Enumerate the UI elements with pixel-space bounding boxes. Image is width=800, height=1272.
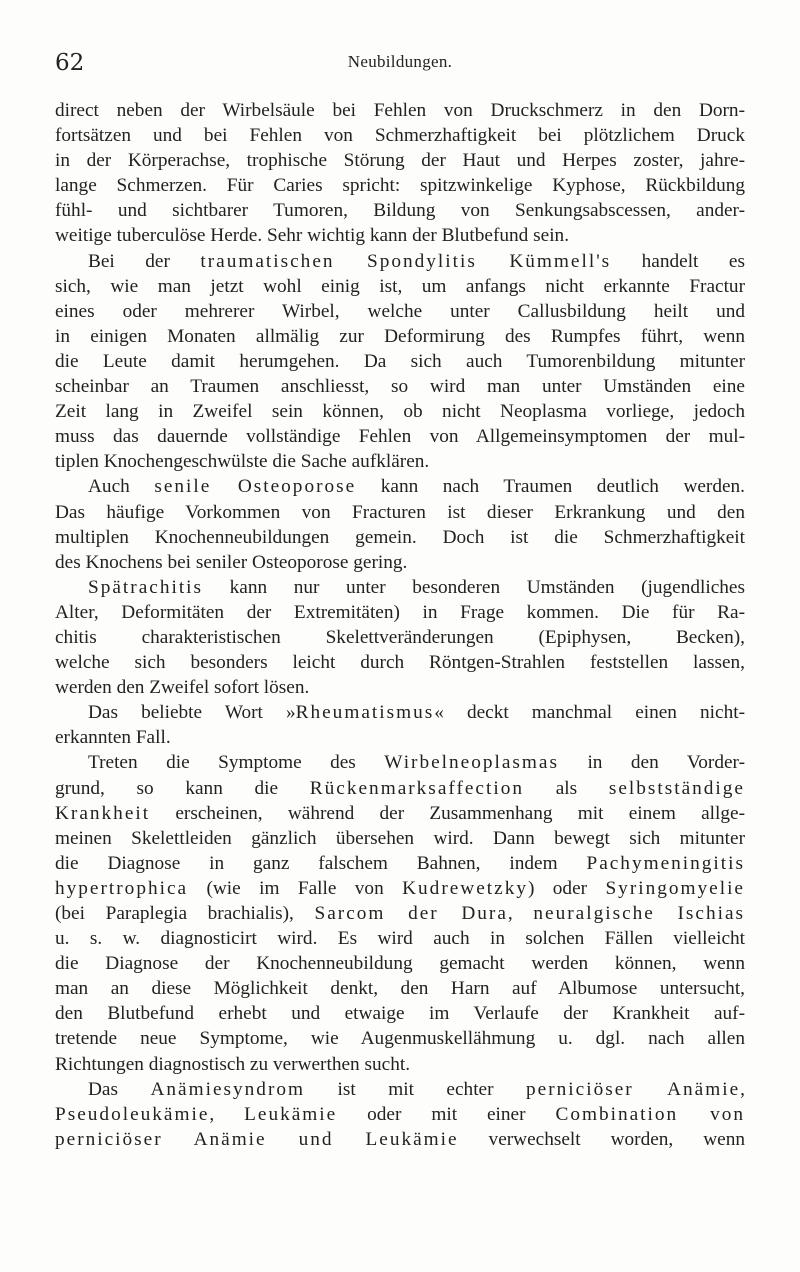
text-segment: in einigen Monaten allmälig zur Deformirung des Rumpfes führt, wenn bbox=[55, 325, 745, 347]
text-segment: Das bbox=[88, 1078, 151, 1100]
text-line bbox=[55, 1102, 745, 1127]
spaced-emphasis: Pseudoleukämie bbox=[55, 1103, 210, 1125]
text-segment: sich, wie man jetzt wohl einig ist, um anfangs nicht erkannte Fractur bbox=[55, 275, 745, 297]
text-segment: werden den Zweifel sofort lösen. bbox=[55, 677, 310, 699]
text-line bbox=[55, 98, 745, 123]
text-segment: lange Schmerzen. Für Caries spricht: spitzwinkelige Kyphose, Rückbildung bbox=[55, 175, 745, 197]
running-head: Neubildungen. bbox=[347, 52, 453, 71]
text-line bbox=[55, 1026, 745, 1051]
text-segment: fühl- und sichtbarer Tumoren, Bildung von Senkungsabscessen, ander- bbox=[55, 200, 745, 222]
text-segment: tiplen Knochengeschwülste die Sache aufklären. bbox=[55, 451, 430, 473]
spaced-emphasis: senile Osteoporose bbox=[154, 476, 357, 498]
text-line bbox=[55, 424, 745, 449]
text-line bbox=[55, 675, 745, 700]
text-line bbox=[55, 173, 745, 198]
text-line bbox=[55, 851, 745, 876]
text-segment: Treten die Symptome des bbox=[88, 752, 385, 774]
text-line bbox=[55, 123, 745, 148]
text-line bbox=[55, 299, 745, 324]
text-segment: muss das dauernde vollständige Fehlen von Allgemeinsymptomen der mul- bbox=[55, 426, 745, 448]
text-line bbox=[55, 1052, 745, 1077]
text-segment: man an diese Möglichkeit denkt, den Harn auf Albumose untersucht, bbox=[55, 978, 745, 1000]
text-line bbox=[55, 725, 745, 750]
text-segment: , bbox=[740, 1078, 745, 1100]
text-line bbox=[55, 249, 745, 274]
spaced-emphasis: neuralgische Ischias bbox=[533, 903, 746, 924]
spaced-emphasis: Kudrewetzky bbox=[402, 877, 528, 899]
spaced-emphasis: traumatischen Spondylitis Kümmell's bbox=[200, 250, 612, 272]
text-line bbox=[55, 223, 745, 248]
text-segment: kann nur unter besonderen Umständen (jugendliches bbox=[203, 576, 745, 598]
text-line bbox=[55, 550, 745, 575]
text-line bbox=[55, 876, 745, 901]
text-segment: tretende neue Symptome, wie Augenmuskellähmung u. dgl. nach allen bbox=[55, 1028, 745, 1050]
text-segment: u. s. w. diagnosticirt wird. Es wird auch in solchen Fällen vielleicht bbox=[55, 928, 745, 950]
spaced-emphasis: perniciöser Anämie bbox=[526, 1078, 741, 1100]
text-segment: multiplen Knochenneubildungen gemein. Doch ist die Schmerzhaftigkeit bbox=[55, 526, 745, 548]
body-text bbox=[55, 98, 745, 1152]
text-segment: Das beliebte Wort » bbox=[88, 702, 296, 724]
text-segment: (bei Paraplegia brachialis), bbox=[55, 903, 315, 924]
text-line bbox=[55, 801, 745, 826]
text-line bbox=[55, 700, 745, 725]
text-line bbox=[55, 274, 745, 299]
spaced-emphasis: Rückenmarksaffection bbox=[309, 777, 524, 799]
text-line bbox=[55, 926, 745, 951]
spaced-emphasis: Pachymeningitis bbox=[586, 852, 745, 874]
text-line bbox=[55, 826, 745, 851]
text-segment: Zeit lang in Zweifel sein können, ob nicht Neoplasma vorliege, jedoch bbox=[55, 401, 745, 423]
text-segment: weitige tuberculöse Herde. Sehr wichtig kann der Blutbefund sein. bbox=[55, 225, 570, 247]
text-line bbox=[55, 1127, 745, 1152]
text-segment: direct neben der Wirbelsäule bei Fehlen von Druckschmerz in den Dorn- bbox=[55, 100, 745, 121]
text-segment: erkannten Fall. bbox=[55, 727, 171, 749]
text-line bbox=[55, 525, 745, 550]
text-segment: welche sich besonders leicht durch Röntgen-Strahlen feststellen lassen, bbox=[55, 652, 745, 674]
text-segment: ist mit echter bbox=[305, 1078, 527, 1100]
text-line bbox=[55, 575, 745, 600]
text-line bbox=[55, 1077, 745, 1102]
spaced-emphasis: Syringomyelie bbox=[605, 877, 745, 899]
text-line bbox=[55, 750, 745, 775]
text-segment: chitis charakteristischen Skelettveränderungen (Epiphysen, Becken), bbox=[55, 626, 745, 648]
text-segment: in den Vorder- bbox=[558, 752, 745, 774]
text-line bbox=[55, 776, 745, 801]
text-segment: die Diagnose in ganz falschem Bahnen, indem bbox=[55, 852, 587, 874]
text-segment: Das häufige Vorkommen von Fracturen ist dieser Erkrankung und den bbox=[55, 501, 745, 523]
text-segment: (wie im Falle von bbox=[188, 877, 403, 899]
text-segment: « deckt manchmal einen nicht- bbox=[434, 702, 745, 724]
text-line bbox=[55, 951, 745, 976]
spaced-emphasis: hypertrophica bbox=[55, 877, 189, 899]
text-segment: Auch bbox=[88, 476, 155, 498]
text-segment: , bbox=[507, 903, 534, 924]
text-line bbox=[55, 600, 745, 625]
text-line bbox=[55, 349, 745, 374]
text-line bbox=[55, 901, 745, 926]
page-header bbox=[55, 50, 745, 78]
text-segment: als bbox=[523, 777, 609, 799]
text-line bbox=[55, 976, 745, 1001]
spaced-emphasis: Krankheit bbox=[55, 802, 151, 824]
text-segment: erscheinen, während der Zusammenhang mit einem allge- bbox=[150, 802, 745, 824]
spaced-emphasis: Combination von bbox=[555, 1103, 745, 1125]
text-line bbox=[55, 500, 745, 525]
text-segment: eines oder mehrerer Wirbel, welche unter Callusbildung heilt und bbox=[55, 300, 745, 322]
text-segment: Alter, Deformitäten der Extremitäten) in Frage kommen. Die für Ra- bbox=[55, 601, 745, 623]
text-segment: den Blutbefund erhebt und etwaige im Verlaufe der Krankheit auf- bbox=[55, 1003, 745, 1025]
text-segment: verwechselt worden, wenn bbox=[458, 1128, 745, 1150]
text-line bbox=[55, 625, 745, 650]
spaced-emphasis: Spätrachitis bbox=[88, 576, 204, 598]
text-segment: des Knochens bei seniler Osteoporose gering. bbox=[55, 551, 408, 573]
page-number: 62 bbox=[55, 50, 85, 76]
text-line bbox=[55, 324, 745, 349]
spaced-emphasis: Wirbelneoplasmas bbox=[384, 752, 559, 774]
spaced-emphasis: Sarcom der Dura bbox=[314, 903, 508, 924]
text-segment: Richtungen diagnostisch zu verwerthen sucht. bbox=[55, 1053, 411, 1075]
text-line bbox=[55, 474, 745, 499]
text-segment: scheinbar an Traumen anschliesst, so wird man unter Umständen eine bbox=[55, 376, 745, 398]
spaced-emphasis: Leukämie bbox=[244, 1103, 338, 1125]
text-segment: , bbox=[209, 1103, 245, 1125]
text-line bbox=[55, 148, 745, 173]
text-line bbox=[55, 449, 745, 474]
spaced-emphasis: Rheumatismus bbox=[295, 702, 435, 724]
text-line bbox=[55, 650, 745, 675]
spaced-emphasis: selbstständige bbox=[608, 777, 745, 799]
text-segment: die Diagnose der Knochenneubildung gemacht werden können, wenn bbox=[55, 953, 745, 975]
spaced-emphasis: Anämiesyndrom bbox=[150, 1078, 306, 1100]
text-line bbox=[55, 374, 745, 399]
text-segment: Bei der bbox=[88, 250, 201, 272]
text-segment: ) oder bbox=[527, 877, 606, 899]
text-segment: handelt es bbox=[611, 250, 745, 272]
text-line bbox=[55, 399, 745, 424]
text-line bbox=[55, 1001, 745, 1026]
text-segment: die Leute damit herumgehen. Da sich auch Tumorenbildung mitunter bbox=[55, 350, 745, 372]
text-segment: meinen Skelettleiden gänzlich übersehen wird. Dann bewegt sich mitunter bbox=[55, 827, 745, 849]
text-segment: in der Körperachse, trophische Störung der Haut und Herpes zoster, jahre- bbox=[55, 150, 745, 172]
text-line bbox=[55, 198, 745, 223]
text-segment: oder mit einer bbox=[337, 1103, 556, 1125]
spaced-emphasis: perniciöser Anämie und Leukämie bbox=[55, 1128, 459, 1150]
text-segment: fortsätzen und bei Fehlen von Schmerzhaftigkeit bei plötzlichem Druck bbox=[55, 125, 745, 147]
text-segment: grund, so kann die bbox=[55, 777, 310, 799]
text-segment: kann nach Traumen deutlich werden. bbox=[356, 476, 746, 498]
